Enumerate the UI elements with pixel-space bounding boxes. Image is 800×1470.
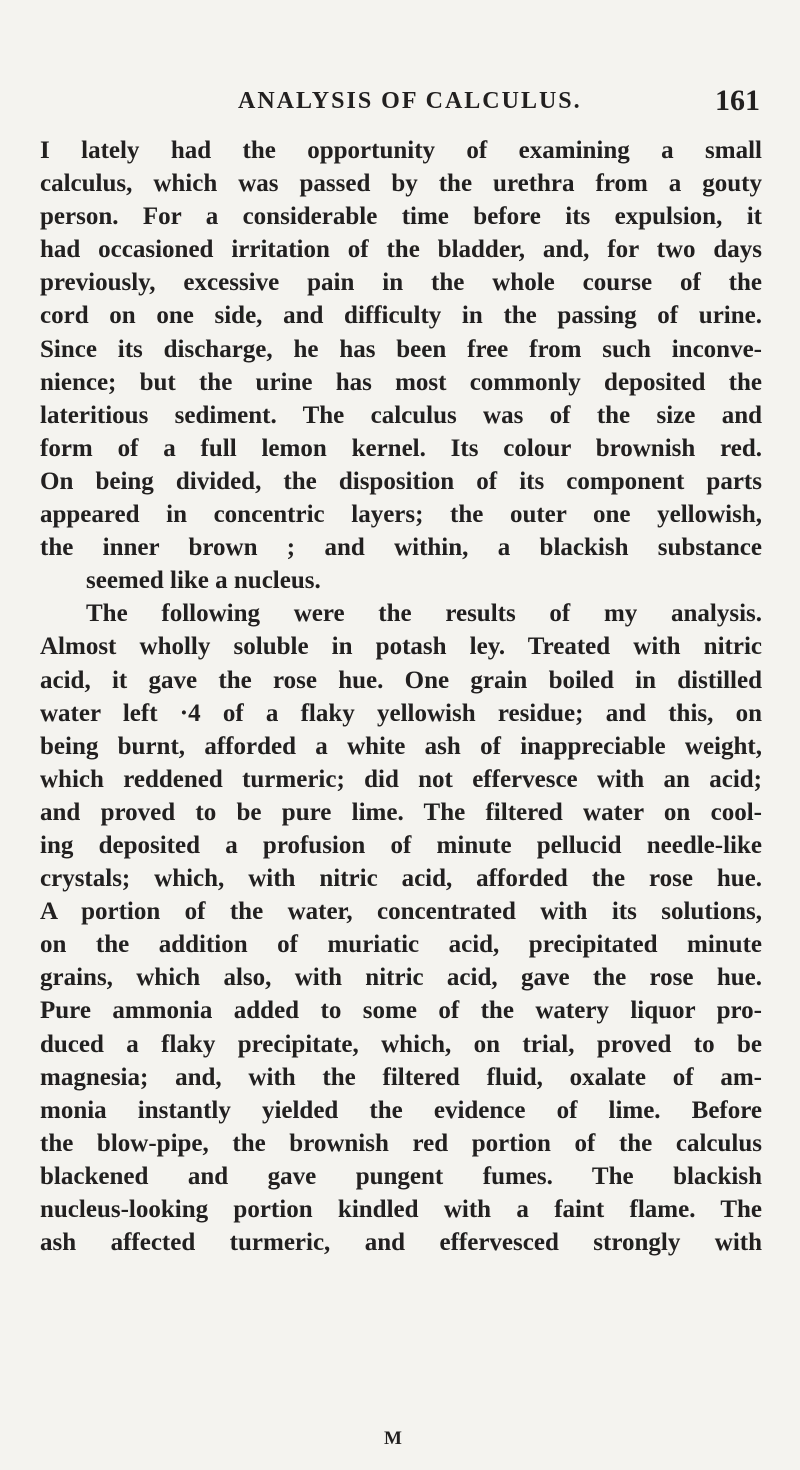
text-line: water left ·4 of a flaky yellowish residue; and this, on bbox=[40, 699, 762, 727]
text-line: previously, excessive pain in the whole course of the bbox=[40, 269, 762, 297]
text-line: and proved to be pure lime. The filtered water on cool- bbox=[40, 798, 762, 826]
text-line: ing deposited a profusion of minute pellucid needle-like bbox=[40, 831, 762, 859]
page-number: 161 bbox=[715, 84, 760, 117]
text-line: duced a flaky precipitate, which, on trial, proved to be bbox=[40, 1030, 762, 1058]
text-line: magnesia; and, with the filtered fluid, oxalate of am- bbox=[40, 1063, 762, 1091]
running-head bbox=[210, 84, 760, 128]
text-line: monia instantly yielded the evidence of lime. Before bbox=[40, 1096, 762, 1124]
text-line: being burnt, afforded a white ash of inappreciable weight, bbox=[40, 732, 762, 760]
text-line: On being divided, the disposition of its component parts bbox=[40, 467, 762, 495]
signature-mark: M bbox=[384, 1428, 403, 1449]
text-line: A portion of the water, concentrated with its solutions, bbox=[40, 898, 762, 926]
text-line: cord on one side, and difficulty in the passing of urine. bbox=[40, 302, 762, 330]
text-line: I lately had the opportunity of examining a small bbox=[40, 137, 762, 164]
text-line: which reddened turmeric; did not effervesce with an acid; bbox=[40, 765, 762, 793]
text-line: form of a full lemon kernel. Its colour brownish red. bbox=[40, 434, 762, 462]
text-line: on the addition of muriatic acid, precipitated minute bbox=[40, 931, 762, 959]
text-line: nience; but the urine has most commonly deposited the bbox=[40, 368, 762, 396]
text-line: the blow-pipe, the brownish red portion of the calculus bbox=[40, 1129, 762, 1157]
text-line: seemed like a nucleus. bbox=[86, 567, 321, 595]
text-line: Pure ammonia added to some of the watery liquor pro- bbox=[40, 997, 762, 1025]
text-line: Since its discharge, he has been free from such inconve- bbox=[40, 335, 762, 363]
text-line: lateritious sediment. The calculus was of the size and bbox=[40, 401, 762, 429]
text-line: ash affected turmeric, and effervesced strongly with bbox=[40, 1229, 762, 1257]
text-line: appeared in concentric layers; the outer one yellowish, bbox=[40, 501, 762, 529]
text-line: person. For a considerable time before its expulsion, it bbox=[40, 203, 762, 231]
text-line: grains, which also, with nitric acid, gave the rose hue. bbox=[40, 964, 762, 992]
text-line: Almost wholly soluble in potash ley. Treated with nitric bbox=[40, 633, 762, 661]
body-text bbox=[40, 134, 762, 1259]
text-line: calculus, which was passed by the urethra from a gouty bbox=[40, 170, 762, 198]
text-line: had occasioned irritation of the bladder, and, for two days bbox=[40, 236, 762, 264]
text-line: acid, it gave the rose hue. One grain boiled in distilled bbox=[40, 666, 762, 694]
text-line: nucleus-looking portion kindled with a faint flame. The bbox=[40, 1196, 762, 1223]
text-line: The following were the results of my analysis. bbox=[86, 600, 762, 628]
text-line: blackened and gave pungent fumes. The blackish bbox=[40, 1162, 762, 1190]
text-line: crystals; which, with nitric acid, afforded the rose hue. bbox=[40, 865, 762, 893]
running-title: ANALYSIS OF CALCULUS. bbox=[238, 88, 582, 114]
text-line: the inner brown ; and within, a blackish substance bbox=[40, 534, 762, 562]
